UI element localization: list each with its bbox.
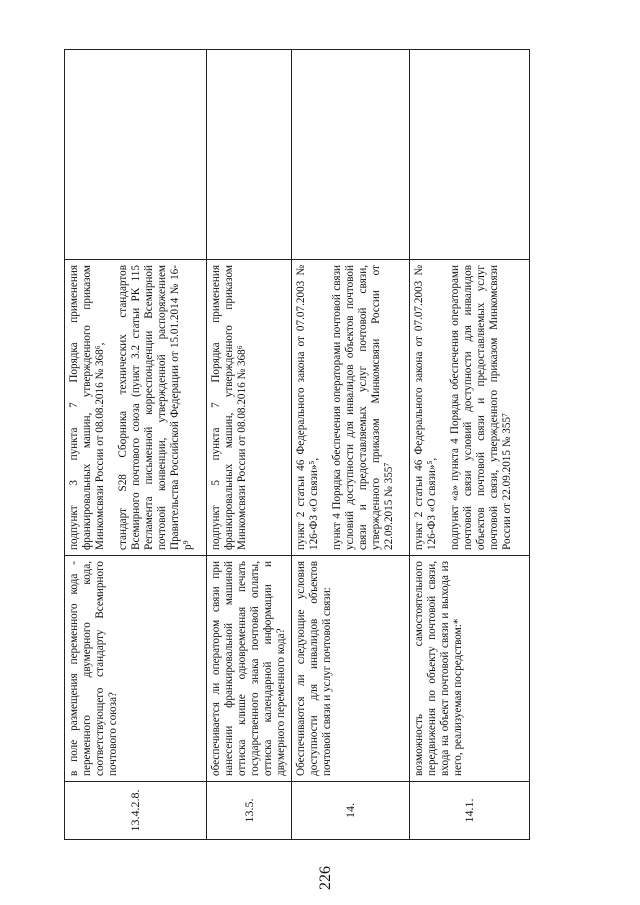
reference-cell [207,260,292,556]
question-cell: обеспечивается ли оператором связи при нанесении франкировальной машиной оттиска клише одновременная печать государственного знака почтовой оплаты, оттиска календарной информации и двумерного переменного кода? [207,556,292,782]
checklist-sheet [64,50,524,840]
table-row [65,50,207,840]
reference-text: пункт 2 статьи 46 Федерального закона от 07.07.2003 № 126-ФЗ «О связи»⁵, [413,265,438,550]
reference-cell [292,260,410,556]
question-cell: Обеспечиваются ли следующие условия доступности для инвалидов объектов почтовой связи и услуг почтовой связи: [292,556,410,782]
answer-cell [65,50,207,260]
item-number: 14. [292,782,410,840]
question-cell: возможность самостоятельного передвижения по объекту почтовой связи, входа на объект почтовой связи и выхода из него, реализуемая посредством:* [410,556,530,782]
item-number: 14.1. [410,782,530,840]
item-number: 13.4.2.8. [65,782,207,840]
answer-cell [207,50,292,260]
reference-text: подпункт «а» пункта 4 Порядка обеспечения операторами почтовой связи условий доступности для инвалидов объектов почтовой связи и предоставляемых услуг почтовой связи, утвержденного приказом Минкомсвязи России от 22.09.2015 № 355⁷ [449,265,513,550]
reference-text: стандарт S28 Сборника технических стандартов Всемирного почтового союза (пункт 3.2 статьи РК 115 Регламента письменной корреспонденции Всемирной почтовой конвенции, утвержденной распоряжением Правительства Российской Федерации от 15.01.2014 № 16-р⁹ [117,265,194,550]
table-row [292,50,410,840]
checklist-table [64,49,530,840]
reference-cell [410,260,530,556]
table-row [410,50,530,840]
reference-text: подпункт 3 пункта 7 Порядка применения франкировальных машин, утвержденного приказом Минкомсвязи России от 08.08.2016 № 368⁶, [68,265,106,550]
answer-cell [410,50,530,260]
reference-cell [65,260,207,556]
item-number: 13.5. [207,782,292,840]
table-row [207,50,292,840]
answer-cell [292,50,410,260]
reference-text: пункт 4 Порядка обеспечения операторами почтовой связи условий доступности для инвалидов объектов почтовой связи и предоставляемых услуг почтовой связи, утвержденного приказом Минкомсвязи России от 22.09.2015 № 355⁷ [331,265,395,550]
reference-text: пункт 2 статьи 46 Федерального закона от 07.07.2003 № 126-ФЗ «О связи»⁵, [295,265,320,550]
reference-text: подпункт 5 пункта 7 Порядка применения франкировальных машин, утвержденного приказом Минкомсвязи России от 08.08.2016 № 368⁶ [210,265,248,550]
question-cell: в поле размещения переменного кода - переменного двумерного кода, соответствующего стандарту Всемирного почтового союза? [65,556,207,782]
page-number: 226 [317,866,334,890]
